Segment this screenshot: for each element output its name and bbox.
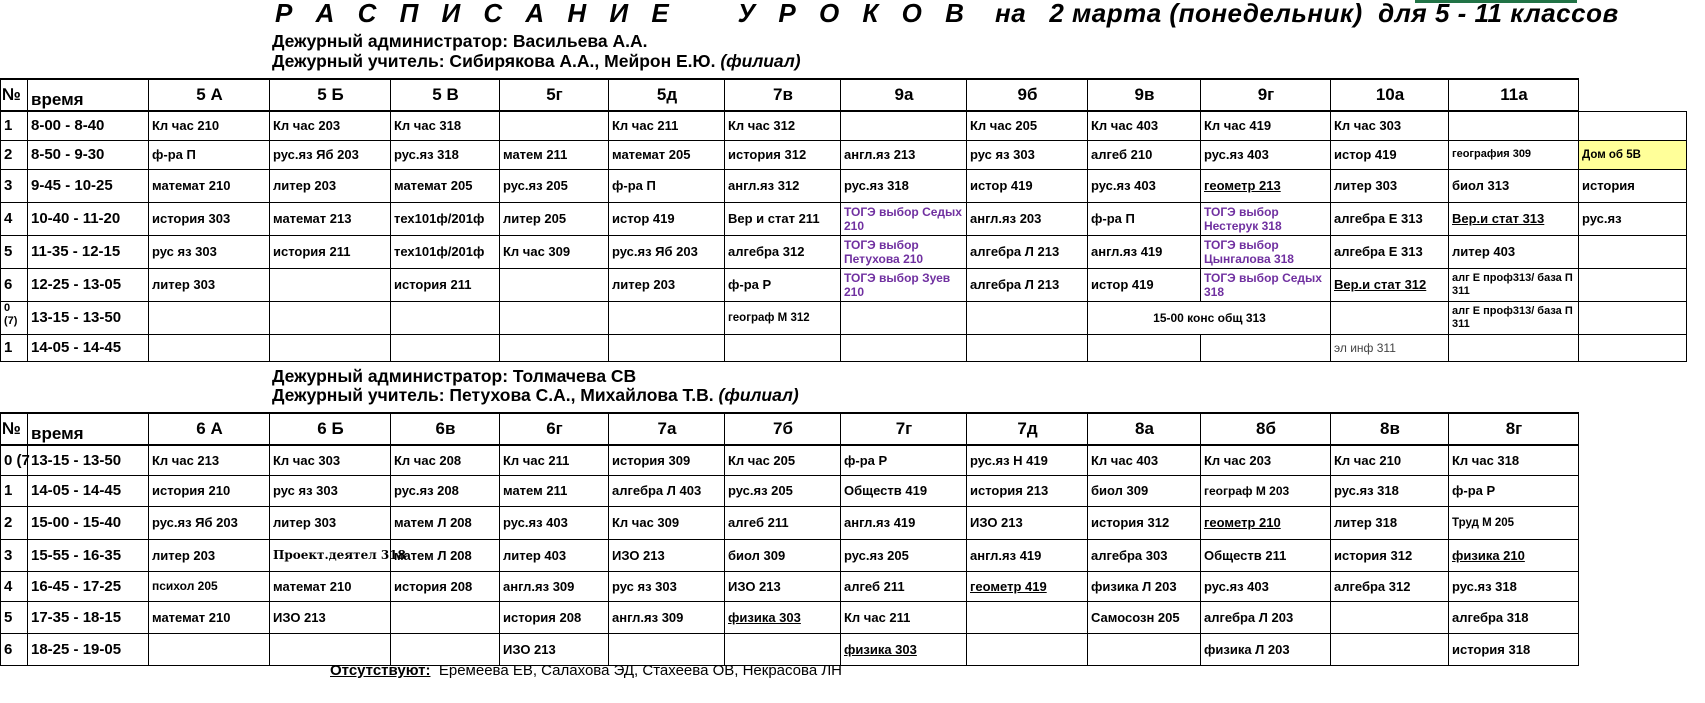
header-time: время [28, 79, 149, 111]
lesson-cell: алгебра 312 [725, 235, 841, 268]
lesson-cell: литер 203 [609, 268, 725, 301]
lesson-cell: ИЗО 213 [609, 539, 725, 571]
absent-line [330, 662, 842, 679]
lesson-cell: история 309 [609, 445, 725, 475]
lesson-cell: биол 309 [1088, 475, 1201, 506]
lesson-cell: история 211 [391, 268, 500, 301]
lesson-cell: Кл час 203 [1201, 445, 1331, 475]
table-row [1, 202, 1687, 235]
lesson-cell: матем 211 [500, 140, 609, 169]
lesson-time: 15-55 - 16-35 [28, 539, 149, 571]
lesson-cell: Кл час 403 [1088, 111, 1201, 140]
lesson-time: 16-45 - 17-25 [28, 571, 149, 601]
lesson-cell: Кл час 312 [725, 111, 841, 140]
page-title [275, 0, 1619, 29]
lesson-cell-elective: ТОГЭ выбор Седых 318 [1201, 268, 1331, 301]
lesson-cell: физика 303 [841, 633, 967, 665]
lesson-cell [725, 633, 841, 665]
lesson-cell [1088, 633, 1201, 665]
lesson-cell: ИЗО 213 [725, 571, 841, 601]
lesson-cell: психол 205 [149, 571, 270, 601]
lesson-cell: литер 205 [500, 202, 609, 235]
schedule-table-1 [0, 78, 1687, 362]
lesson-cell: алгебра 312 [1331, 571, 1449, 601]
lesson-cell: алгебра Е 313 [1331, 235, 1449, 268]
lesson-cell: история 312 [1088, 506, 1201, 539]
lesson-time: 15-00 - 15-40 [28, 506, 149, 539]
table-row [1, 140, 1687, 169]
header-time: время [28, 413, 149, 445]
extra-cell [1579, 268, 1687, 301]
lesson-cell: ф-ра Р [841, 445, 967, 475]
lesson-cell: история 208 [391, 571, 500, 601]
lesson-cell: Труд М 205 [1449, 506, 1579, 539]
lesson-cell: тех101ф/201ф [391, 202, 500, 235]
lesson-cell [270, 268, 391, 301]
lesson-cell: географ М 203 [1201, 475, 1331, 506]
lesson-cell: рус.яз 403 [1088, 169, 1201, 202]
lesson-cell: ф-ра П [149, 140, 270, 169]
extra-cell: история [1579, 169, 1687, 202]
header-class: 9а [841, 79, 967, 111]
lesson-cell: ф-ра Р [1449, 475, 1579, 506]
lesson-time: 14-05 - 14-45 [28, 475, 149, 506]
header-class: 8а [1088, 413, 1201, 445]
lesson-num: 2 [1, 506, 28, 539]
lesson-num: 6 [1, 268, 28, 301]
lesson-cell: литер 403 [1449, 235, 1579, 268]
lesson-cell: рус.яз 403 [500, 506, 609, 539]
header-class: 7в [725, 79, 841, 111]
lesson-cell: математ 210 [149, 601, 270, 633]
lesson-cell: алгебра Л 403 [609, 475, 725, 506]
lesson-num: 5 [1, 601, 28, 633]
table-row [1, 571, 1579, 601]
lesson-cell: математ 213 [270, 202, 391, 235]
lesson-cell [270, 334, 391, 361]
lesson-cell: алгеб 211 [725, 506, 841, 539]
lesson-time: 18-25 - 19-05 [28, 633, 149, 665]
lesson-cell: рус.яз 208 [391, 475, 500, 506]
lesson-cell: рус.яз Н 419 [967, 445, 1088, 475]
lesson-cell: биол 313 [1449, 169, 1579, 202]
lesson-cell [500, 301, 609, 334]
lesson-cell [391, 301, 500, 334]
lesson-cell: англ.яз 312 [725, 169, 841, 202]
lesson-cell [1331, 301, 1449, 334]
header-class: 7д [967, 413, 1088, 445]
lesson-cell: рус яз 303 [967, 140, 1088, 169]
header-num: № [1, 79, 28, 111]
lesson-cell [149, 334, 270, 361]
lesson-cell: математ 205 [609, 140, 725, 169]
lesson-num: 1 [1, 334, 28, 361]
lesson-cell: англ.яз 309 [500, 571, 609, 601]
schedule-table-2 [0, 412, 1579, 666]
lesson-num: 0 (7 [1, 445, 28, 475]
lesson-cell: Самосозн 205 [1088, 601, 1201, 633]
lesson-cell: история 213 [967, 475, 1088, 506]
lesson-cell: Кл час 211 [609, 111, 725, 140]
lesson-cell: литер 318 [1331, 506, 1449, 539]
lesson-cell: физика Л 203 [1088, 571, 1201, 601]
lesson-cell: история 312 [1331, 539, 1449, 571]
table-row [1, 475, 1579, 506]
lesson-cell [500, 334, 609, 361]
lesson-cell [1449, 334, 1579, 361]
lesson-cell: Кл час 318 [391, 111, 500, 140]
header-class: 7б [725, 413, 841, 445]
table-1-header [1, 79, 1687, 111]
lesson-cell: физика Л 203 [1201, 633, 1331, 665]
lesson-cell: география 309 [1449, 140, 1579, 169]
lesson-cell [609, 334, 725, 361]
table-2-header [1, 413, 1579, 445]
header-class: 5 А [149, 79, 270, 111]
lesson-cell: физика 210 [1449, 539, 1579, 571]
lesson-cell: история 318 [1449, 633, 1579, 665]
lesson-cell [967, 601, 1088, 633]
extra-cell-highlight: Дом об 5В [1579, 140, 1687, 169]
lesson-cell: рус.яз Яб 203 [270, 140, 391, 169]
lesson-cell: математ 205 [391, 169, 500, 202]
lesson-cell: Кл час 303 [1331, 111, 1449, 140]
header-class: 8б [1201, 413, 1331, 445]
lesson-cell-elective: ТОГЭ выбор Петухова 210 [841, 235, 967, 268]
lesson-cell [841, 334, 967, 361]
lesson-num: 3 [1, 169, 28, 202]
table-row [1, 268, 1687, 301]
lesson-num: 4 [1, 571, 28, 601]
table-row [1, 235, 1687, 268]
lesson-cell [725, 334, 841, 361]
header-class: 9в [1088, 79, 1201, 111]
lesson-cell: Кл час 303 [270, 445, 391, 475]
extra-cell [1579, 334, 1687, 361]
lesson-cell: англ.яз 203 [967, 202, 1088, 235]
lesson-cell [967, 633, 1088, 665]
lesson-cell [1088, 334, 1201, 361]
lesson-cell: истор 419 [1088, 268, 1201, 301]
lesson-cell: ф-ра П [1088, 202, 1201, 235]
lesson-cell-elective: ТОГЭ выбор Нестерук 318 [1201, 202, 1331, 235]
lesson-cell: англ.яз 309 [609, 601, 725, 633]
table-row [1, 601, 1579, 633]
lesson-cell [967, 301, 1088, 334]
lesson-cell: матем Л 208 [391, 539, 500, 571]
lesson-time: 13-15 - 13-50 [28, 445, 149, 475]
lesson-cell: Вер.и стат 312 [1331, 268, 1449, 301]
lesson-time: 11-35 - 12-15 [28, 235, 149, 268]
lesson-cell: Кл час 205 [725, 445, 841, 475]
lesson-cell: Кл час 318 [1449, 445, 1579, 475]
table-row [1, 334, 1687, 361]
header-class: 5 Б [270, 79, 391, 111]
lesson-cell: история 312 [725, 140, 841, 169]
header-class: 5г [500, 79, 609, 111]
lesson-cell [391, 633, 500, 665]
lesson-cell: Кл час 211 [500, 445, 609, 475]
lesson-cell: ф-ра П [609, 169, 725, 202]
lesson-cell [500, 111, 609, 140]
lesson-cell [967, 334, 1088, 361]
lesson-cell [149, 633, 270, 665]
duty-admin-1: Дежурный администратор: Васильева А.А. [272, 31, 648, 51]
lesson-cell: литер 203 [270, 169, 391, 202]
header-class: 5д [609, 79, 725, 111]
lesson-cell: матем 211 [500, 475, 609, 506]
lesson-cell: истор 419 [1331, 140, 1449, 169]
header-class: 6г [500, 413, 609, 445]
table-row [1, 301, 1687, 334]
lesson-cell: тех101ф/201ф [391, 235, 500, 268]
lesson-cell: англ.яз 419 [967, 539, 1088, 571]
header-class: 6 А [149, 413, 270, 445]
lesson-cell [500, 268, 609, 301]
lesson-cell: англ.яз 419 [841, 506, 967, 539]
lesson-cell: алгебра Е 313 [1331, 202, 1449, 235]
lesson-cell: англ.яз 213 [841, 140, 967, 169]
lesson-num: 4 [1, 202, 28, 235]
lesson-cell: рус.яз 403 [1201, 140, 1331, 169]
lesson-cell: литер 203 [149, 539, 270, 571]
lesson-time: 8-00 - 8-40 [28, 111, 149, 140]
lesson-cell: литер 303 [1331, 169, 1449, 202]
extra-cell [1579, 301, 1687, 334]
lesson-cell: Кл час 210 [149, 111, 270, 140]
duty-teacher-2-note: (филиал) [718, 385, 799, 405]
lesson-num: 6 [1, 633, 28, 665]
lesson-time: 14-05 - 14-45 [28, 334, 149, 361]
lesson-num: 5 [1, 235, 28, 268]
lesson-cell [149, 301, 270, 334]
table-row [1, 111, 1687, 140]
header-class: 11а [1449, 79, 1579, 111]
lesson-time: 9-45 - 10-25 [28, 169, 149, 202]
lesson-cell [1331, 601, 1449, 633]
lesson-cell: рус.яз 318 [841, 169, 967, 202]
lesson-cell [391, 334, 500, 361]
header-class: 5 В [391, 79, 500, 111]
lesson-cell: ф-ра Р [725, 268, 841, 301]
lesson-num: 3 [1, 539, 28, 571]
duty-admin-2: Дежурный администратор: Толмачева СВ [272, 366, 637, 386]
lesson-cell: Кл час 309 [609, 506, 725, 539]
lesson-cell: рус.яз 205 [841, 539, 967, 571]
lesson-cell: Обществ 419 [841, 475, 967, 506]
lesson-cell [270, 633, 391, 665]
lesson-cell: англ.яз 419 [1088, 235, 1201, 268]
extra-cell [1579, 235, 1687, 268]
header-class: 6в [391, 413, 500, 445]
lesson-cell: Кл час 210 [1331, 445, 1449, 475]
table-row [1, 506, 1579, 539]
header-class: 9г [1201, 79, 1331, 111]
lesson-cell [841, 111, 967, 140]
absent-label: Отсутствуют: [330, 662, 431, 679]
header-class: 7а [609, 413, 725, 445]
blank-cell [1579, 79, 1687, 111]
lesson-cell: Обществ 211 [1201, 539, 1331, 571]
lesson-cell: истор 419 [967, 169, 1088, 202]
lesson-cell [391, 601, 500, 633]
lesson-cell: Кл час 208 [391, 445, 500, 475]
lesson-cell: литер 303 [149, 268, 270, 301]
lesson-cell [1331, 633, 1449, 665]
lesson-cell: ИЗО 213 [270, 601, 391, 633]
header-class: 10а [1331, 79, 1449, 111]
lesson-num: 2 [1, 140, 28, 169]
lesson-cell: рус.яз 205 [500, 169, 609, 202]
lesson-cell: алгеб 211 [841, 571, 967, 601]
table-row [1, 539, 1579, 571]
lesson-cell [609, 301, 725, 334]
header-class: 6 Б [270, 413, 391, 445]
duty-teacher-1 [272, 51, 801, 72]
merged-consultation-cell: 15-00 конс общ 313 [1088, 301, 1331, 334]
duty-teacher-2-text: Дежурный учитель: Петухова С.А., Михайлова Т.В. [272, 385, 714, 405]
lesson-time: 10-40 - 11-20 [28, 202, 149, 235]
lesson-cell: алгебра 303 [1088, 539, 1201, 571]
lesson-cell: Кл час 203 [270, 111, 391, 140]
lesson-cell: Проект.деятел 318 [270, 539, 391, 571]
lesson-cell: рус яз 303 [609, 571, 725, 601]
lesson-cell: Кл час 309 [500, 235, 609, 268]
lesson-cell: Вер и стат 211 [725, 202, 841, 235]
header-num: № [1, 413, 28, 445]
table-row [1, 633, 1579, 665]
lesson-cell: рус.яз 318 [1331, 475, 1449, 506]
lesson-time: 8-50 - 9-30 [28, 140, 149, 169]
lesson-time: 13-15 - 13-50 [28, 301, 149, 334]
lesson-num: 0 (7) [1, 301, 28, 334]
lesson-cell: Кл час 403 [1088, 445, 1201, 475]
lesson-cell: биол 309 [725, 539, 841, 571]
lesson-cell: история 211 [270, 235, 391, 268]
lesson-cell: рус.яз 318 [391, 140, 500, 169]
lesson-cell: геометр 213 [1201, 169, 1331, 202]
lesson-cell: эл инф 311 [1331, 334, 1449, 361]
lesson-cell: алгебра Л 213 [967, 268, 1088, 301]
lesson-cell-elective: ТОГЭ выбор Цынгалова 318 [1201, 235, 1331, 268]
lesson-cell: геометр 210 [1201, 506, 1331, 539]
lesson-time: 12-25 - 13-05 [28, 268, 149, 301]
duty-teacher-2 [272, 385, 799, 406]
lesson-time: 17-35 - 18-15 [28, 601, 149, 633]
lesson-cell: литер 403 [500, 539, 609, 571]
lesson-cell: Кл час 213 [149, 445, 270, 475]
duty-teacher-1-note: (филиал) [720, 51, 801, 71]
title-rest: на 2 марта (понедельник) для 5 - 11 классов [995, 0, 1619, 28]
lesson-cell: алгебра Л 203 [1201, 601, 1331, 633]
lesson-cell: Кл час 205 [967, 111, 1088, 140]
lesson-num: 1 [1, 475, 28, 506]
lesson-cell: Вер.и стат 313 [1449, 202, 1579, 235]
lesson-cell: история 210 [149, 475, 270, 506]
lesson-cell: истор 419 [609, 202, 725, 235]
lesson-cell: математ 210 [270, 571, 391, 601]
lesson-cell: географ М 312 [725, 301, 841, 334]
absent-names: Еремеева ЕВ, Салахова ЭД, Стахеева ОВ, Некрасова ЛН [438, 662, 843, 679]
lesson-cell-elective: ТОГЭ выбор Зуев 210 [841, 268, 967, 301]
table-row [1, 445, 1579, 475]
duty-teacher-1-text: Дежурный учитель: Сибирякова А.А., Мейрон Е.Ю. [272, 51, 716, 71]
lesson-cell: рус яз 303 [270, 475, 391, 506]
lesson-cell: геометр 419 [967, 571, 1088, 601]
lesson-cell: ИЗО 213 [500, 633, 609, 665]
lesson-cell [609, 633, 725, 665]
lesson-cell: алгеб 210 [1088, 140, 1201, 169]
lesson-cell: рус яз 303 [149, 235, 270, 268]
lesson-cell: рус.яз 318 [1449, 571, 1579, 601]
lesson-cell: история 303 [149, 202, 270, 235]
lesson-cell: рус.яз Яб 203 [609, 235, 725, 268]
lesson-cell: ИЗО 213 [967, 506, 1088, 539]
lesson-cell: рус.яз Яб 203 [149, 506, 270, 539]
header-class: 8в [1331, 413, 1449, 445]
lesson-cell [1449, 111, 1579, 140]
lesson-cell: Кл час 211 [841, 601, 967, 633]
lesson-cell: матем Л 208 [391, 506, 500, 539]
lesson-cell: алг Е проф313/ база П 311 [1449, 268, 1579, 301]
lesson-cell [270, 301, 391, 334]
table-row [1, 169, 1687, 202]
title-word: Р А С П И С А Н И Е У Р О К О В [275, 0, 972, 28]
lesson-cell [1201, 334, 1331, 361]
lesson-cell: алгебра 318 [1449, 601, 1579, 633]
lesson-cell: физика 303 [725, 601, 841, 633]
lesson-cell-elective: ТОГЭ выбор Седых 210 [841, 202, 967, 235]
lesson-num: 1 [1, 111, 28, 140]
lesson-cell: литер 303 [270, 506, 391, 539]
lesson-cell: Кл час 419 [1201, 111, 1331, 140]
lesson-cell: алгебра Л 213 [967, 235, 1088, 268]
lesson-cell: рус.яз 205 [725, 475, 841, 506]
lesson-cell: алг Е проф313/ база П 311 [1449, 301, 1579, 334]
lesson-cell: рус.яз 403 [1201, 571, 1331, 601]
header-class: 9б [967, 79, 1088, 111]
header-class: 8г [1449, 413, 1579, 445]
extra-cell: рус.яз [1579, 202, 1687, 235]
lesson-cell: история 208 [500, 601, 609, 633]
lesson-cell [841, 301, 967, 334]
header-class: 7г [841, 413, 967, 445]
extra-cell [1579, 111, 1687, 140]
lesson-cell: математ 210 [149, 169, 270, 202]
